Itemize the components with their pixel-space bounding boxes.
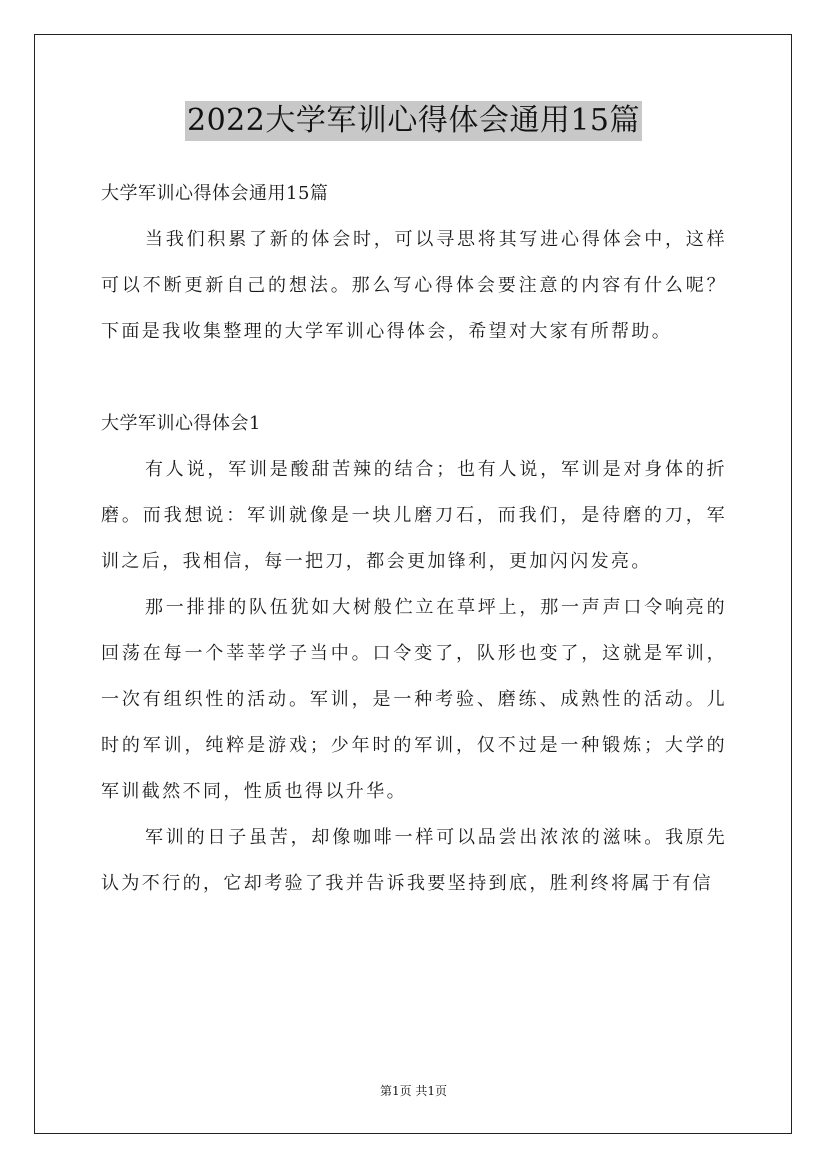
title-container <box>0 101 827 141</box>
body-paragraph: 有人说，军训是酸甜苦辣的结合；也有人说，军训是对身体的折磨。而我想说：军训就像是一块儿磨刀石，而我们，是待磨的刀，军训之后，我相信，每一把刀，都会更加锋利，更加闪闪发亮。 <box>101 459 727 572</box>
body-paragraph: 军训的日子虽苦，却像咖啡一样可以品尝出浓浓的滋味。我原先认为不行的，它却考验了我并告诉我要坚持到底，胜利终将属于有信 <box>101 827 727 894</box>
document-body <box>101 171 727 907</box>
document-subtitle: 大学军训心得体会通用15篇 <box>101 183 329 204</box>
section-heading: 大学军训心得体会1 <box>101 413 261 434</box>
section-spacer <box>101 355 727 401</box>
document-title: 2022大学军训心得体会通用15篇 <box>185 101 642 141</box>
page-footer: 第1页 共1页 <box>379 1084 448 1098</box>
body-paragraph: 那一排排的队伍犹如大树般伫立在草坪上，那一声声口令响亮的回荡在每一个莘莘学子当中。口令变了，队形也变了，这就是军训，一次有组织性的活动。军训，是一种考验、磨练、成熟性的活动。儿时的军训，纯粹是游戏；少年时的军训，仅不过是一种锻炼；大学的军训截然不同，性质也得以升华。 <box>101 597 727 802</box>
intro-paragraph: 当我们积累了新的体会时，可以寻思将其写进心得体会中，这样可以不断更新自己的想法。那么写心得体会要注意的内容有什么呢？下面是我收集整理的大学军训心得体会，希望对大家有所帮助。 <box>101 229 727 342</box>
